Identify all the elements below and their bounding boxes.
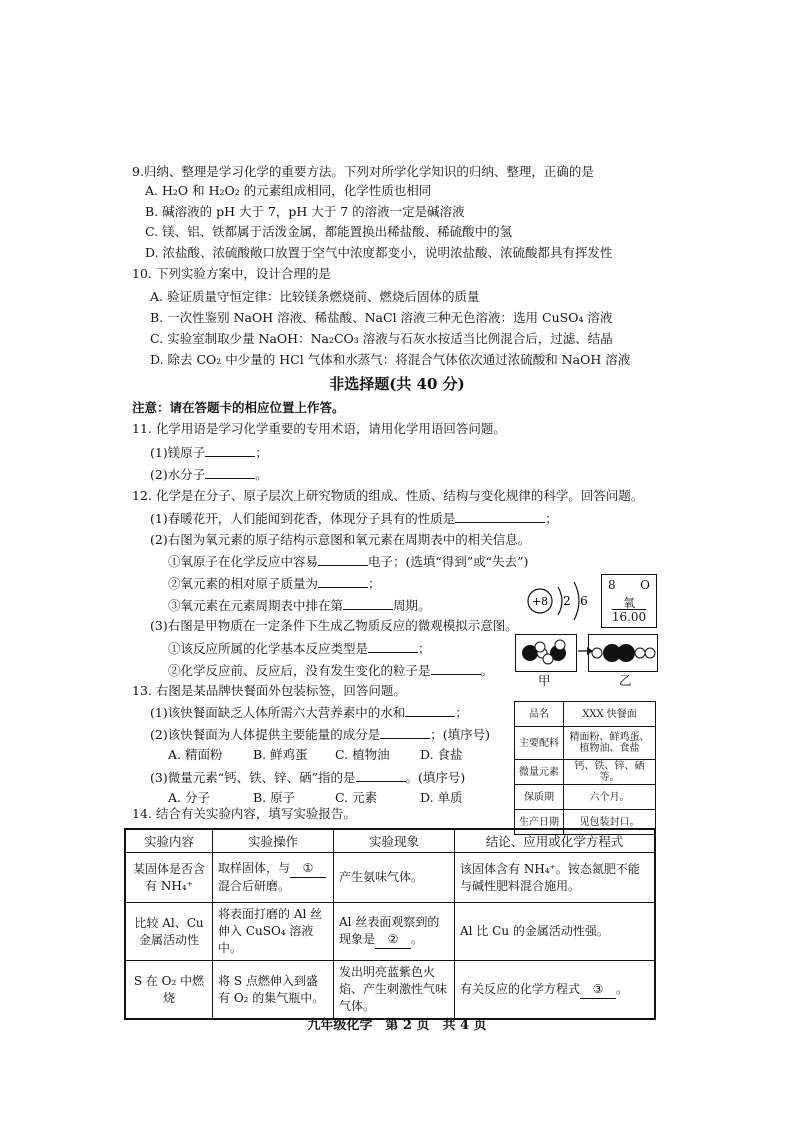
product-molecules [589, 635, 657, 671]
q12-part2-2-end: ； [368, 576, 381, 591]
white-atom [635, 648, 645, 658]
label-value: 见包装封口。 [564, 810, 656, 835]
experiment-report-table [124, 828, 656, 1020]
q12-part2-2 [168, 575, 381, 592]
q12-part3: (3)右图是甲物质在一定条件下生成乙物质反应的微观模拟示意图。 [150, 618, 518, 633]
shell2-electrons: 6 [580, 594, 588, 608]
cell-operation: 将 S 点燃伸入到盛有 O₂ 的集气瓶中。 [213, 961, 334, 1020]
q10-stem: 10. 下列实验方案中，设计合理的是 [132, 266, 331, 281]
q12-part2-1 [168, 553, 528, 570]
q12-part2-3 [168, 597, 431, 614]
q13-options1-c: C. 植物油 [335, 747, 390, 762]
answer-blank[interactable] [205, 466, 255, 479]
q12-part1 [150, 510, 558, 527]
q13-options1-b: B. 鲜鸡蛋 [253, 747, 308, 762]
shell1-electrons: 2 [563, 594, 571, 608]
phenomenon-text: Al 丝表面观察到的现象是 [339, 915, 440, 946]
answer-blank-3[interactable]: ③ [580, 981, 616, 999]
q13-options1-d: D. 食盐 [420, 747, 463, 762]
q12-part1-text: (1)春暖花开，人们能闻到花香，体现分子具有的性质是 [150, 511, 456, 526]
white-atom [535, 642, 545, 652]
nucleus-charge: +8 [531, 595, 549, 608]
q13-part3-text: (3)微量元素“钙、铁、锌、硒”指的是 [150, 770, 356, 785]
reactant-box [515, 634, 577, 672]
cell-phenomenon: 发出明亮蓝紫色火焰、产生刺激性气味气体。 [334, 961, 455, 1020]
label-key: 保质期 [515, 785, 564, 810]
q13-part1-text: (1)该快餐面缺乏人体所需六大营养素中的水和 [150, 705, 406, 720]
q13-part3 [150, 769, 465, 786]
q13-options2-c: C. 元素 [335, 790, 378, 805]
q12-part2-3-end: 周期。 [393, 598, 431, 613]
q12-part3-1 [168, 640, 431, 657]
q13-part2 [150, 726, 490, 743]
conclusion-text-end: 。 [616, 981, 629, 996]
label-key: 主要配料 [515, 727, 564, 760]
q13-options1-a: A. 精面粉 [168, 747, 223, 762]
q11-stem: 11. 化学用语是学习化学重要的专用术语，请用化学用语回答问题。 [132, 421, 506, 436]
cell-conclusion [455, 961, 656, 1020]
q12-part2-3-text: ③氧元素在元素周期表中排在第 [168, 598, 344, 613]
header-conclusion: 结论、应用或化学方程式 [455, 829, 656, 853]
cell-conclusion: 该固体含有 NH₄⁺。铵态氮肥不能与碱性肥料混合施用。 [455, 853, 656, 903]
white-atom [645, 648, 655, 658]
answer-blank[interactable] [431, 662, 481, 675]
header-content: 实验内容 [125, 829, 213, 853]
page-footer: 九年级化学 第 2 页 共 4 页 [307, 1018, 487, 1033]
answer-blank[interactable] [368, 640, 418, 653]
q10-option-a: A. 验证质量守恒定律：比较镁条燃烧前、燃烧后固体的质量 [150, 289, 480, 304]
reactant-molecules [516, 635, 576, 671]
label-row [515, 760, 656, 785]
atomic-number: 8 [608, 578, 616, 592]
label-value: 钙、铁、锌、硒等。 [564, 760, 656, 785]
periodic-table-cell [601, 574, 657, 628]
label-key: 品名 [515, 702, 564, 727]
cell-content: S 在 O₂ 中燃烧 [125, 961, 213, 1020]
label-value: 六个月。 [564, 785, 656, 810]
q11-part2-end: 。 [255, 467, 268, 482]
answer-blank[interactable] [356, 769, 406, 782]
answer-blank[interactable] [455, 510, 545, 523]
q13-part1 [150, 704, 468, 721]
q9-option-c: C. 镁、铝、铁都属于活泼金属，都能置换出稀盐酸、稀硫酸中的氢 [145, 224, 513, 239]
cell-content: 比较 Al、Cu 金属活动性 [125, 903, 213, 961]
table-row [125, 903, 655, 961]
q13-part3-end: 。(填序号) [405, 770, 466, 785]
q9-stem: 9.归纳、整理是学习化学的重要方法。下列对所学化学知识的归纳、整理，正确的是 [132, 164, 594, 179]
q13-part1-end: ； [455, 705, 468, 720]
table-header-row [125, 829, 655, 853]
notice: 注意：请在答题卡的相应位置上作答。 [132, 400, 345, 415]
product-label-table [514, 701, 656, 835]
header-operation: 实验操作 [213, 829, 334, 853]
q10-option-d: D. 除去 CO₂ 中少量的 HCl 气体和水蒸气：将混合气体依次通过浓硫酸和 NaOH 溶液 [150, 352, 631, 367]
cell-operation: 将表面打磨的 Al 丝伸入 CuSO₄ 溶液中。 [213, 903, 334, 961]
cell-conclusion: Al 比 Cu 的金属活动性强。 [455, 903, 656, 961]
q12-part2: (2)右图为氧元素的原子结构示意图和氧元素在周期表中的相关信息。 [150, 532, 531, 547]
answer-blank[interactable] [205, 444, 255, 457]
label-row [515, 785, 656, 810]
q11-part1-text: (1)镁原子 [150, 445, 206, 460]
label-key: 微量元素 [515, 760, 564, 785]
white-atom [592, 648, 602, 658]
q13-stem: 13. 右图是某品牌快餐面外包装标签，回答问题。 [132, 683, 406, 698]
electron-shell-2 [574, 582, 579, 620]
element-symbol: O [640, 578, 650, 592]
q9-option-b: B. 碱溶液的 pH 大于 7，pH 大于 7 的溶液一定是碱溶液 [145, 204, 465, 219]
q13-part2-end: ；(填序号) [430, 727, 490, 742]
q10-option-b: B. 一次性鉴别 NaOH 溶液、稀盐酸、NaCl 溶液三种无色溶液：选用 CuSO₄ 溶液 [150, 310, 613, 325]
operation-text-end: 混合后研磨。 [218, 879, 291, 893]
section-title: 非选择题(共 40 分) [329, 375, 465, 393]
q11-part1 [150, 444, 268, 461]
cell-content: 某固体是否含有 NH₄⁺ [125, 853, 213, 903]
q13-options2-a: A. 分子 [168, 790, 210, 805]
answer-blank[interactable] [380, 726, 430, 739]
q13-options2-b: B. 原子 [253, 790, 296, 805]
cell-operation [213, 853, 334, 903]
table-row [125, 961, 655, 1020]
answer-blank[interactable] [343, 597, 393, 610]
operation-text: 取样固体，与 [218, 861, 291, 875]
q9-option-a: A. H₂O 和 H₂O₂ 的元素组成相同，化学性质也相同 [145, 183, 432, 198]
q11-part2 [150, 466, 268, 483]
q12-part3-1-end: ； [418, 641, 431, 656]
q12-part1-end: ； [545, 511, 558, 526]
cell-phenomenon [334, 903, 455, 961]
answer-blank[interactable] [318, 553, 368, 566]
label-row [515, 727, 656, 760]
answer-blank-1[interactable]: ① [290, 860, 326, 878]
q11-part1-end: ； [255, 445, 268, 460]
phenomenon-text-end: 。 [411, 932, 424, 946]
label-jia: 甲 [538, 673, 551, 688]
q12-stem: 12. 化学是在分子、原子层次上研究物质的组成、性质、结构与变化规律的科学。回答问题。 [132, 488, 644, 503]
answer-blank[interactable] [405, 704, 455, 717]
q12-part3-1-text: ①该反应所属的化学基本反应类型是 [168, 641, 369, 656]
q12-part2-2-text: ②氧元素的相对原子质量为 [168, 576, 319, 591]
header-phenomenon: 实验现象 [334, 829, 455, 853]
q12-part3-2-text: ②化学反应前、反应后，没有发生变化的粒子是 [168, 663, 431, 678]
label-row [515, 702, 656, 727]
q11-part2-text: (2)水分子 [150, 467, 206, 482]
label-value: XXX 快餐面 [564, 702, 656, 727]
answer-blank-2[interactable]: ② [375, 931, 411, 949]
black-atom [617, 644, 635, 662]
q12-part2-1-end: 电子；(选填“得到”或“失去”) [368, 554, 529, 569]
white-atom [555, 640, 565, 650]
label-key: 生产日期 [515, 810, 564, 835]
label-yi: 乙 [619, 673, 632, 688]
cell-phenomenon: 产生氨味气体。 [334, 853, 455, 903]
q12-part3-2-end: 。 [480, 663, 494, 678]
q10-option-c: C. 实验室制取少量 NaOH：Na₂CO₃ 溶液与石灰水按适当比例混合后，过滤、结晶 [150, 331, 613, 346]
conclusion-text: 有关反应的化学方程式 [460, 981, 581, 996]
electron-shell-1 [558, 587, 562, 615]
label-value: 精面粉、鲜鸡蛋、植物油、食盐 [564, 727, 656, 760]
answer-blank[interactable] [318, 575, 368, 588]
white-atom [543, 654, 553, 664]
q12-part3-2 [168, 662, 493, 679]
q9-option-d: D. 浓盐酸、浓硫酸敞口放置于空气中浓度都变小，说明浓盐酸、浓硫酸都具有挥发性 [145, 245, 613, 260]
q13-options2-d: D. 单质 [420, 790, 463, 805]
q12-part2-1-text: ①氧原子在化学反应中容易 [168, 554, 319, 569]
q13-part2-text: (2)该快餐面为人体提供主要能量的成分是 [150, 727, 381, 742]
product-box [588, 634, 658, 672]
atomic-mass: 16.00 [611, 610, 647, 624]
q14-stem: 14. 结合有关实验内容，填写实验报告。 [132, 806, 356, 821]
table-row [125, 853, 655, 903]
element-name: 氧 [622, 596, 635, 610]
